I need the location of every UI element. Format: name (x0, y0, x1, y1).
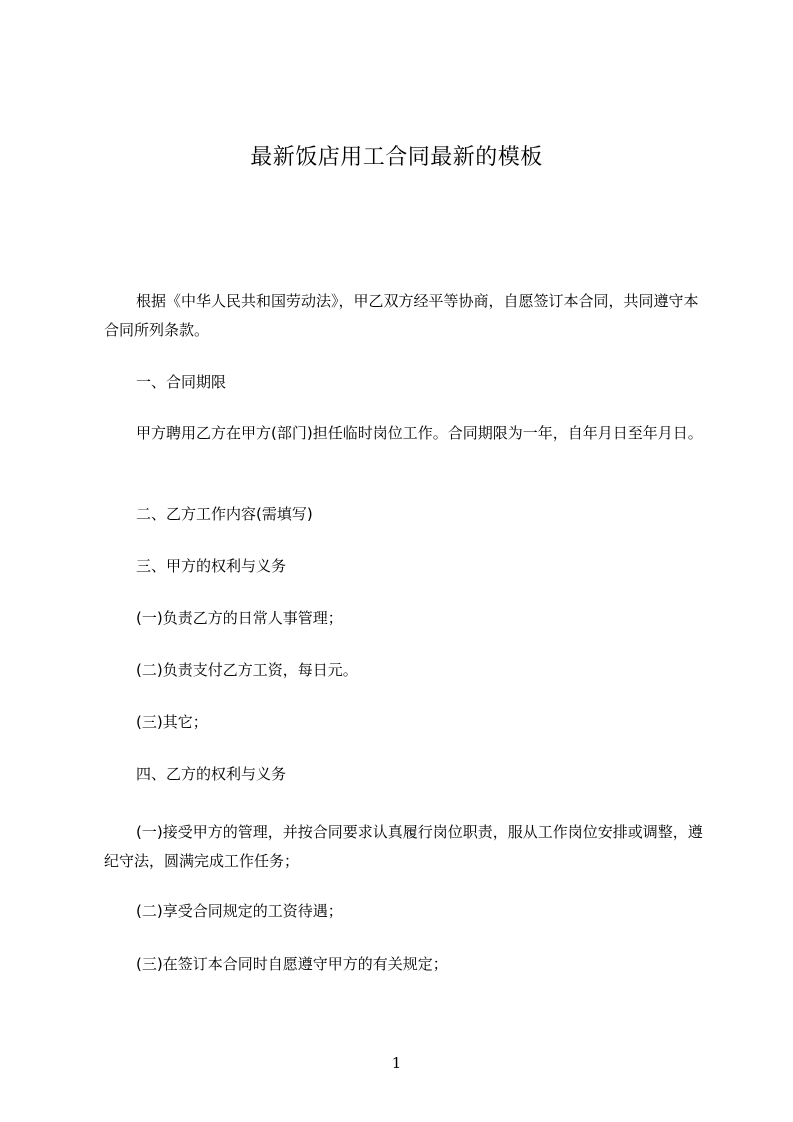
heading-work-content: 二、乙方工作内容(需填写) (136, 505, 313, 523)
heading-contract-term: 一、合同期限 (136, 373, 227, 391)
item-party-a-2: (二)负责支付乙方工资，每日元。 (136, 661, 358, 679)
item-party-b-3: (三)在签订本合同时自愿遵守甲方的有关规定； (136, 955, 448, 973)
heading-party-a-rights: 三、甲方的权利与义务 (136, 557, 287, 575)
paragraph-intro: 根据《中华人民共和国劳动法》，甲乙双方经平等协商，自愿签订本合同，共同遵守本合同所列条款。 (104, 292, 699, 339)
item-party-b-2: (二)享受合同规定的工资待遇； (136, 902, 343, 920)
paragraph-contract-term: 甲方聘用乙方在甲方(部门)担任临时岗位工作。合同期限为一年，自年月日至年月日。 (136, 424, 703, 442)
item-party-b-1: (一)接受甲方的管理，并按合同要求认真履行岗位职责，服从工作岗位安排或调整，遵纪守法，圆满完成工作任务； (104, 823, 703, 870)
heading-party-b-rights: 四、乙方的权利与义务 (136, 765, 287, 783)
document-title: 最新饭店用工合同最新的模板 (250, 145, 543, 170)
page-number: 1 (391, 1054, 402, 1072)
item-party-a-3: (三)其它； (136, 713, 208, 731)
item-party-a-1: (一)负责乙方的日常人事管理； (136, 609, 343, 627)
